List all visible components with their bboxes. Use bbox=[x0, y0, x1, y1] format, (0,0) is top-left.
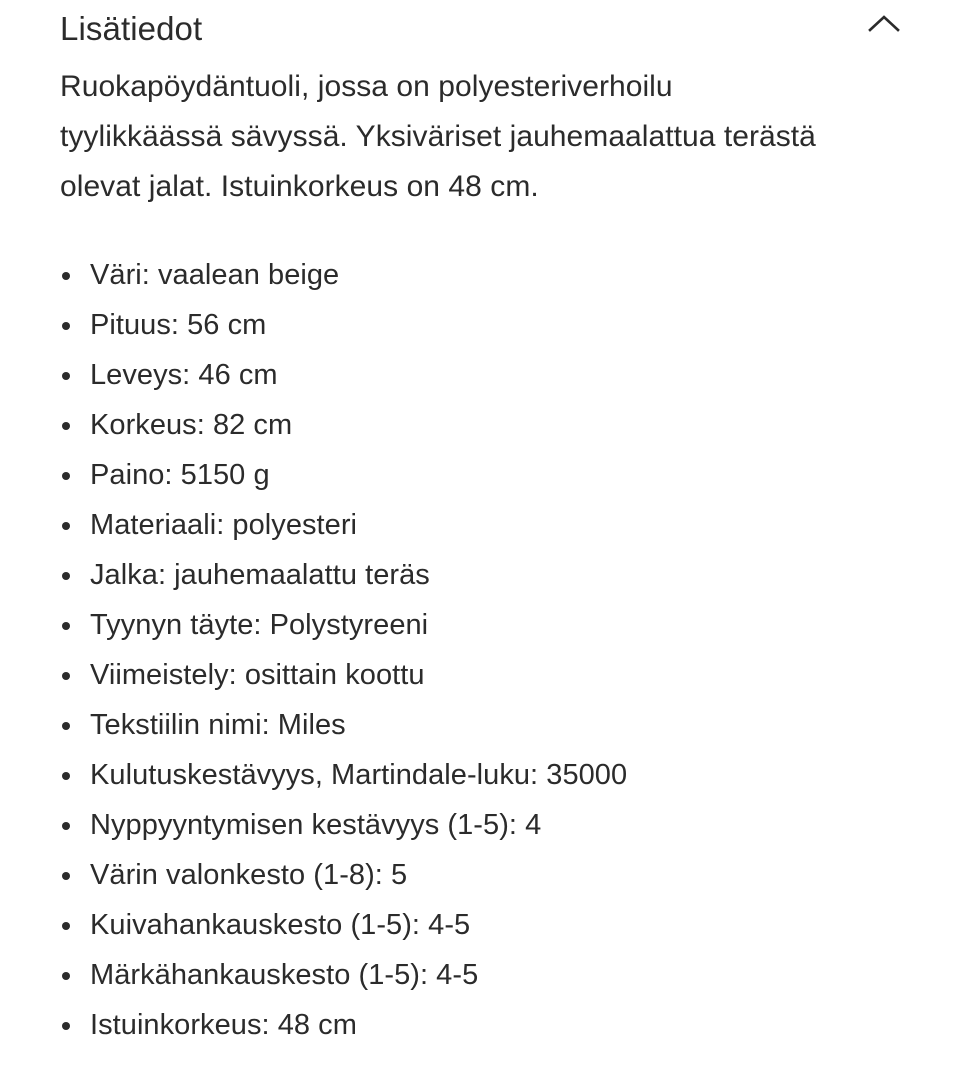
spec-text: Tyynyn täyte: Polystyreeni bbox=[90, 609, 429, 641]
bullet-icon bbox=[62, 672, 70, 680]
bullet-icon bbox=[62, 922, 70, 930]
spec-text: Korkeus: 82 cm bbox=[90, 409, 293, 441]
spec-text: Jalka: jauhemaalattu teräs bbox=[90, 559, 430, 591]
list-item bbox=[0, 700, 960, 750]
list-item bbox=[0, 800, 960, 850]
bullet-icon bbox=[62, 822, 70, 830]
list-item bbox=[0, 650, 960, 700]
bullet-icon bbox=[62, 372, 70, 380]
bullet-icon bbox=[62, 1022, 70, 1030]
spec-text: Väri: vaalean beige bbox=[90, 259, 340, 291]
list-item bbox=[0, 900, 960, 950]
spec-text: Märkähankauskesto (1-5): 4-5 bbox=[90, 959, 479, 991]
list-item bbox=[0, 850, 960, 900]
list-item bbox=[0, 300, 960, 350]
spec-text: Istuinkorkeus: 48 cm bbox=[90, 1009, 357, 1041]
spec-text: Viimeistely: osittain koottu bbox=[90, 659, 425, 691]
spec-list bbox=[0, 250, 960, 1050]
page-title: Lisätiedot bbox=[60, 10, 203, 47]
bullet-icon bbox=[62, 472, 70, 480]
spec-text: Kuivahankauskesto (1-5): 4-5 bbox=[90, 909, 471, 941]
bullet-icon bbox=[62, 722, 70, 730]
list-item bbox=[0, 600, 960, 650]
list-item bbox=[0, 950, 960, 1000]
bullet-icon bbox=[62, 522, 70, 530]
spec-text: Leveys: 46 cm bbox=[90, 359, 278, 391]
spec-text: Kulutuskestävyys, Martindale-luku: 35000 bbox=[90, 759, 628, 791]
list-item bbox=[0, 350, 960, 400]
spec-text: Paino: 5150 g bbox=[90, 459, 270, 491]
list-item bbox=[0, 1000, 960, 1050]
list-item bbox=[0, 550, 960, 600]
list-item bbox=[0, 500, 960, 550]
list-item bbox=[0, 750, 960, 800]
bullet-icon bbox=[62, 272, 70, 280]
product-description: Ruokapöydäntuoli, jossa on polyesteriverhoilu tyylikkäässä sävyssä. Yksiväriset jauhemaalattua terästä olevat jalat. Istuinkorkeus on 48 cm. bbox=[60, 70, 816, 203]
spec-text: Tekstiilin nimi: Miles bbox=[90, 709, 346, 741]
bullet-icon bbox=[62, 972, 70, 980]
section-header bbox=[0, 0, 960, 62]
bullet-icon bbox=[62, 322, 70, 330]
bullet-icon bbox=[62, 772, 70, 780]
bullet-icon bbox=[62, 622, 70, 630]
chevron-up-icon bbox=[866, 12, 902, 36]
spec-text: Materiaali: polyesteri bbox=[90, 509, 358, 541]
spec-text: Nyppyyntymisen kestävyys (1-5): 4 bbox=[90, 809, 542, 841]
list-item bbox=[0, 400, 960, 450]
list-item bbox=[0, 450, 960, 500]
bullet-icon bbox=[62, 872, 70, 880]
bullet-icon bbox=[62, 572, 70, 580]
list-item bbox=[0, 250, 960, 300]
spec-text: Pituus: 56 cm bbox=[90, 309, 267, 341]
spec-text: Värin valonkesto (1-8): 5 bbox=[90, 859, 408, 891]
collapse-section-button[interactable] bbox=[860, 2, 908, 46]
bullet-icon bbox=[62, 422, 70, 430]
